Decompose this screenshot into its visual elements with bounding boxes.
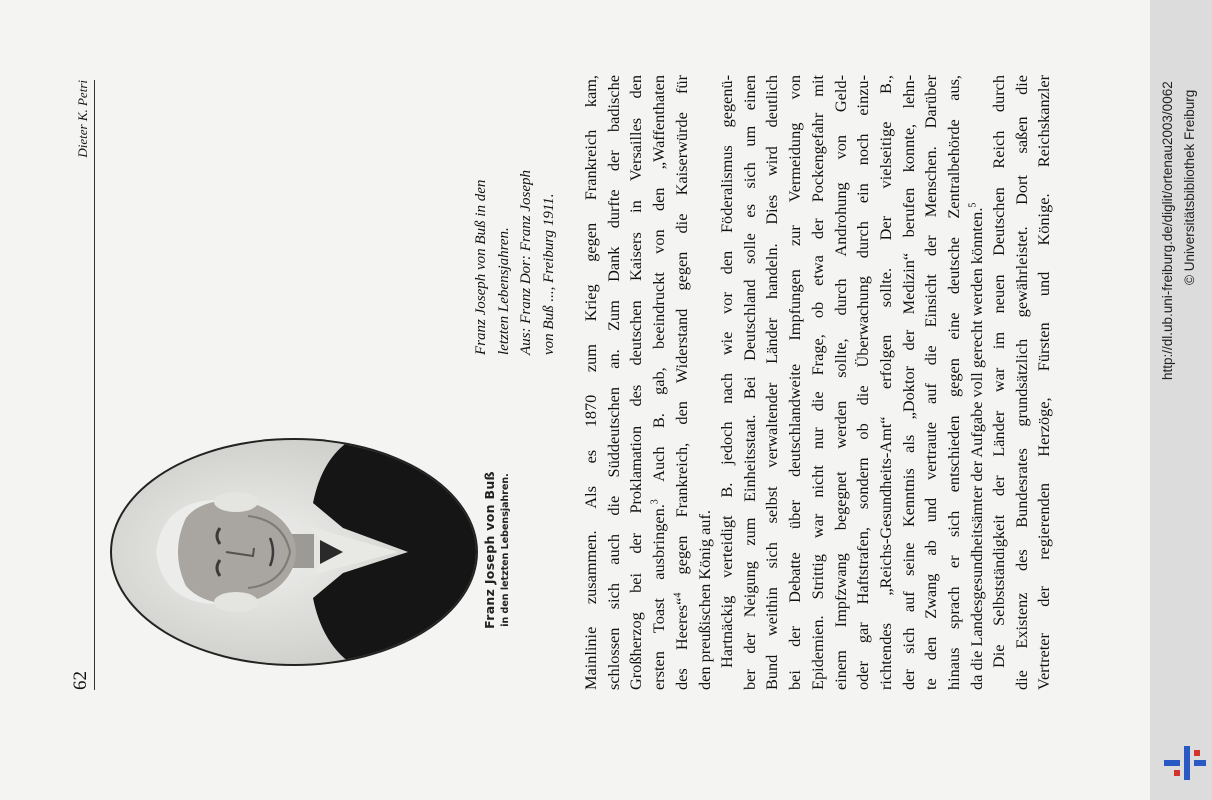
text-line	[966, 75, 989, 690]
text-line: der sich auf seine Kenntnis als „Doktor der Medizin“ berufen konnte, lehn-	[898, 75, 918, 690]
figure-caption-line: Aus: Franz Dor: Franz Joseph	[518, 170, 534, 355]
portrait-caption-subtitle: in den letzten Lebensjahren.	[500, 473, 511, 627]
text-line	[671, 75, 694, 690]
text-line: die Existenz des Bundesrates grundsätzlich gewährleistet. Dort saßen die	[1011, 75, 1031, 690]
body-paragraph-2	[716, 75, 988, 690]
text-line	[648, 75, 671, 690]
text-line: Großherzog bei der Proklamation des deutschen Kaisers in Versailles den	[626, 75, 646, 690]
portrait-photo	[108, 436, 480, 668]
text-line: den preußischen König auf.	[694, 510, 714, 690]
text-line: schlossen sich auch die Süddeutschen an. Zum Dank durfte der badische	[603, 75, 623, 690]
portrait-caption-name: Franz Joseph von Buß	[482, 471, 497, 629]
figure-caption	[470, 70, 560, 355]
text-line: Epidemien. Strittig war nicht nur die Frage, ob etwa der Pockengefahr mit	[807, 75, 827, 690]
figure-caption-line: von Buß ..., Freiburg 1911.	[540, 193, 557, 355]
figure-caption-line: Franz Joseph von Buß in den	[473, 179, 489, 355]
text-line: einem Impfzwang begegnet werden sollte, durch Androhung von Geld-	[830, 75, 850, 690]
text-segment: des Heeres“	[671, 597, 691, 690]
figure-caption-line: letzten Lebensjahren.	[495, 227, 512, 355]
text-segment: ersten Toast ausbringen.	[649, 504, 669, 690]
text-line: hinaus sprach er sich entschieden gegen eine deutsche Zentralbehörde aus,	[944, 75, 964, 690]
text-line: ber der Neigung zum Einheitsstaat. Bei Deutschland solle es sich um einen	[739, 75, 759, 690]
text-line: bei der Debatte über deutschlandweite Impfungen zur Vermeidung von	[785, 75, 805, 690]
text-line: Die Selbstständigkeit der Länder war im neuen Deutschen Reich durch	[989, 75, 1008, 668]
body-paragraph-3	[988, 75, 1056, 690]
text-line: te den Zwang ab und vertraute auf die Einsicht der Menschen. Darüber	[921, 75, 941, 690]
text-line: Mainlinie zusammen. Als es 1870 zum Krieg gegen Frankreich kam,	[581, 75, 600, 690]
repository-url[interactable]: http://dl.ub.uni-freiburg.de/diglit/ortenau2003/0062	[1160, 81, 1175, 380]
portrait-caption	[482, 450, 514, 650]
text-segment: Auch B. gab, beeindruckt von den „Waffenthaten	[649, 75, 669, 500]
text-line: Vertreter der regierenden Herzöge, Fürsten und Könige. Reichskanzler	[1034, 75, 1054, 690]
text-line: Bund weithin sich selbst verwaltender Länder handeln. Dies wird deutlich	[762, 75, 782, 690]
text-line: oder gar Haftstrafen, sondern ob die Überwachung durch ein noch einzu-	[853, 75, 873, 690]
footnote-ref: 5	[967, 202, 979, 208]
running-header	[72, 80, 95, 690]
repository-sidebar	[1150, 0, 1212, 800]
text-segment: gegen Frankreich, den Widerstand gegen die Kaiserwürde für	[671, 75, 691, 593]
running-header-author: Dieter K. Petri	[75, 80, 90, 158]
repository-copyright: © Universitätsbibliothek Freiburg	[1182, 89, 1197, 285]
body-paragraph-1	[580, 75, 716, 690]
text-line: Hartnäckig verteidigt B. jedoch nach wie vor den Föderalismus gegenü-	[717, 75, 736, 668]
page-number: 62	[70, 671, 91, 690]
footnote-ref: 3	[649, 499, 661, 505]
library-logo-icon	[1164, 746, 1206, 780]
footnote-ref: 4	[672, 592, 684, 598]
text-line: richtendes „Reichs-Gesundheits-Amt“ erfolgen sollte. Der vielseitige B.,	[875, 75, 895, 690]
text-segment: da die Landesgesundheitsämter der Aufgabe voll gerecht werden könnten.	[966, 207, 986, 690]
